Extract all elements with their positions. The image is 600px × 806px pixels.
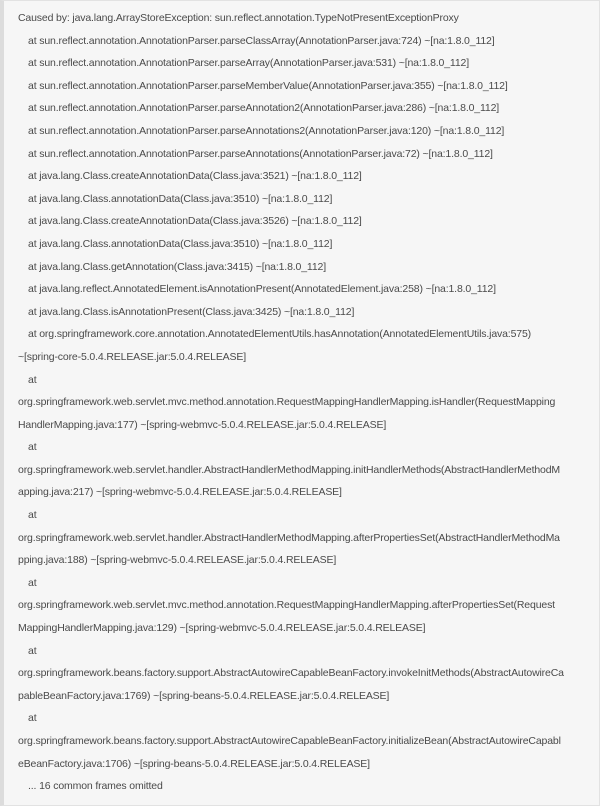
trace-line-continuation: HandlerMapping.java:177) ~[spring-webmvc-5.0.4.RELEASE.jar:5.0.4.RELEASE] [18, 418, 387, 431]
trace-line: Caused by: java.lang.ArrayStoreException: sun.reflect.annotation.TypeNotPresentExceptionProxy [18, 12, 459, 24]
trace-line-continuation: org.springframework.web.servlet.handler.AbstractHandlerMethodMapping.afterPropertiesSet(AbstractHandlerMethodMa [18, 531, 560, 544]
trace-line: at java.lang.Class.createAnnotationData(Class.java:3521) ~[na:1.8.0_112] [28, 170, 362, 183]
trace-line-continuation: eBeanFactory.java:1706) ~[spring-beans-5.0.4.RELEASE.jar:5.0.4.RELEASE] [18, 757, 370, 770]
trace-line: at sun.reflect.annotation.AnnotationParser.parseClassArray(AnnotationParser.java:724) ~[na:1.8.0_112] [28, 34, 495, 47]
trace-line: at sun.reflect.annotation.AnnotationParser.parseMemberValue(AnnotationParser.java:355) ~[na:1.8.0_112] [28, 79, 508, 92]
trace-line: at java.lang.Class.annotationData(Class.java:3510) ~[na:1.8.0_112] [28, 237, 333, 250]
trace-line: at java.lang.reflect.AnnotatedElement.isAnnotationPresent(AnnotatedElement.java:258) ~[na:1.8.0_112] [28, 283, 496, 296]
trace-frames-omitted: ... 16 common frames omitted [28, 780, 163, 793]
trace-line: at [28, 373, 37, 386]
trace-line-continuation: MappingHandlerMapping.java:129) ~[spring-webmvc-5.0.4.RELEASE.jar:5.0.4.RELEASE] [18, 622, 426, 635]
trace-line: at org.springframework.core.annotation.AnnotatedElementUtils.hasAnnotation(AnnotatedElementUtils.java:575) [28, 328, 531, 341]
trace-line: at [28, 509, 37, 522]
trace-line: at java.lang.Class.annotationData(Class.java:3510) ~[na:1.8.0_112] [28, 192, 333, 205]
trace-line: at sun.reflect.annotation.AnnotationParser.parseAnnotations(AnnotationParser.java:72) ~[na:1.8.0_112] [28, 147, 493, 160]
trace-line: at [28, 576, 37, 589]
trace-line: at [28, 712, 37, 725]
trace-line: at sun.reflect.annotation.AnnotationParser.parseAnnotations2(AnnotationParser.java:120) ~[na:1.8.0_112] [28, 124, 505, 137]
trace-line: at sun.reflect.annotation.AnnotationParser.parseArray(AnnotationParser.java:531) ~[na:1.8.0_112] [28, 57, 469, 70]
trace-line: at sun.reflect.annotation.AnnotationParser.parseAnnotation2(AnnotationParser.java:286) ~[na:1.8.0_112] [28, 102, 500, 115]
trace-line-continuation: pableBeanFactory.java:1769) ~[spring-beans-5.0.4.RELEASE.jar:5.0.4.RELEASE] [18, 689, 390, 702]
trace-line-continuation: apping.java:217) ~[spring-webmvc-5.0.4.RELEASE.jar:5.0.4.RELEASE] [18, 486, 342, 499]
trace-line: at java.lang.Class.createAnnotationData(Class.java:3526) ~[na:1.8.0_112] [28, 215, 362, 228]
trace-line-continuation: org.springframework.beans.factory.support.AbstractAutowireCapableBeanFactory.initializeBean(AbstractAutowireCapabl [18, 735, 561, 747]
trace-line-continuation: org.springframework.beans.factory.support.AbstractAutowireCapableBeanFactory.invokeInitMethods(AbstractAutowireCa [18, 667, 564, 680]
trace-line: at java.lang.Class.getAnnotation(Class.java:3415) ~[na:1.8.0_112] [28, 260, 326, 273]
trace-line: at java.lang.Class.isAnnotationPresent(Class.java:3425) ~[na:1.8.0_112] [28, 305, 355, 318]
trace-line-continuation: org.springframework.web.servlet.mvc.method.annotation.RequestMappingHandlerMapping.afterPropertiesSet(Request [18, 599, 555, 612]
trace-line-continuation: ~[spring-core-5.0.4.RELEASE.jar:5.0.4.RELEASE] [18, 350, 247, 363]
trace-line-continuation: pping.java:188) ~[spring-webmvc-5.0.4.RELEASE.jar:5.0.4.RELEASE] [18, 554, 337, 567]
trace-line: at [28, 644, 37, 657]
trace-line-continuation: org.springframework.web.servlet.handler.AbstractHandlerMethodMapping.initHandlerMethods(AbstractHandlerMethodM [18, 463, 561, 476]
trace-line: at [28, 441, 37, 454]
trace-line-continuation: org.springframework.web.servlet.mvc.method.annotation.RequestMappingHandlerMapping.isHandler(RequestMapping [18, 396, 556, 409]
